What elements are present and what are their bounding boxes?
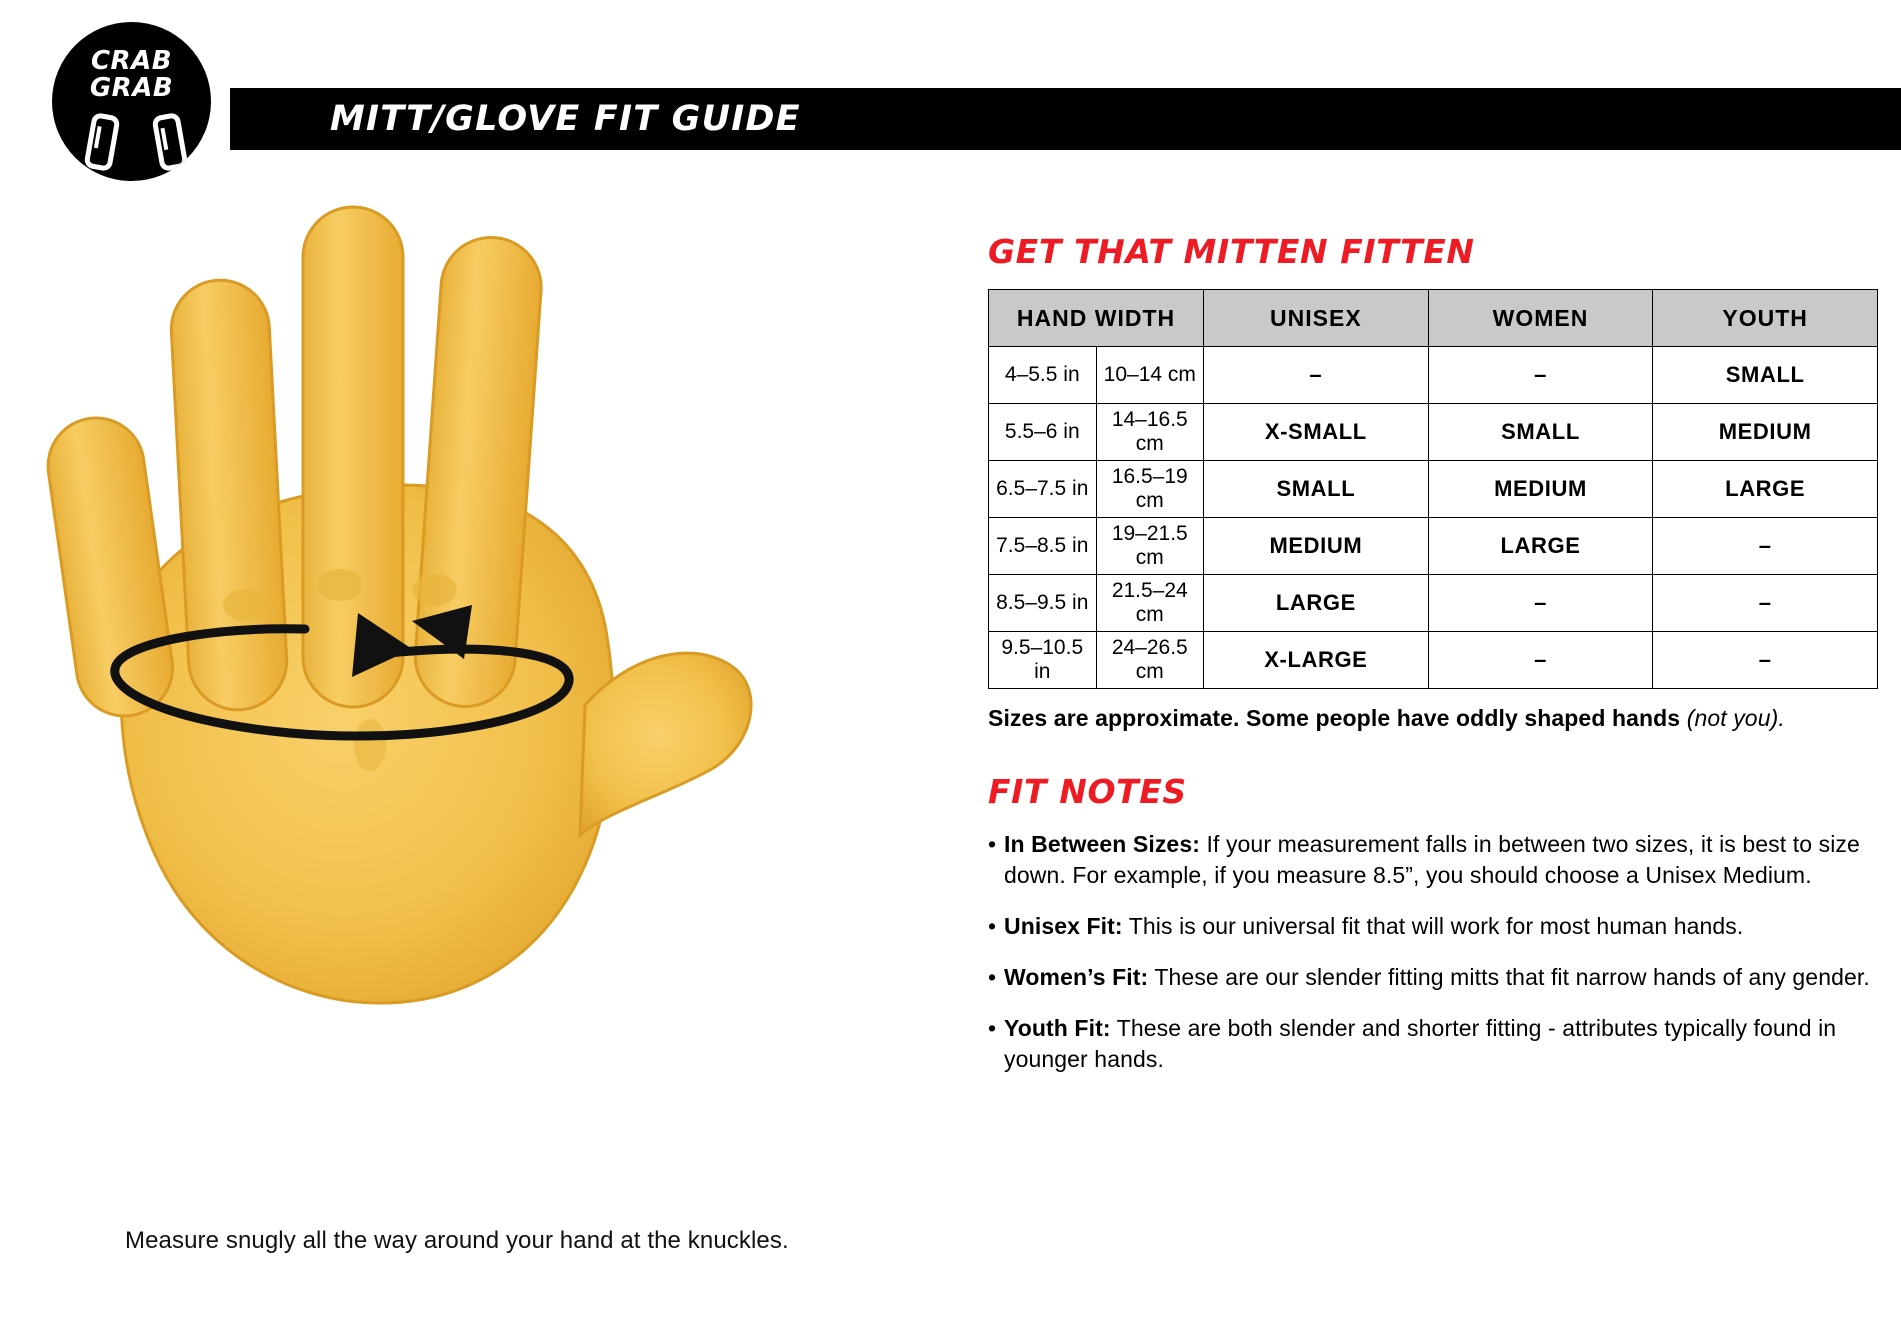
cell-youth: LARGE bbox=[1653, 461, 1878, 518]
size-chart-table bbox=[988, 289, 1878, 689]
fit-note-text: These are our slender fitting mitts that fit narrow hands of any gender. bbox=[1148, 964, 1870, 990]
cell-unisex: X-SMALL bbox=[1204, 404, 1429, 461]
cell-cm: 21.5–24 cm bbox=[1096, 575, 1204, 632]
cell-women: – bbox=[1428, 347, 1653, 404]
knuckle-dimple bbox=[413, 574, 457, 606]
table-row bbox=[989, 404, 1878, 461]
cell-inches: 6.5–7.5 in bbox=[989, 461, 1097, 518]
sizing-section-title: GET THAT MITTEN FITTEN bbox=[988, 232, 1475, 271]
cell-youth: – bbox=[1653, 632, 1878, 689]
finger-pinky bbox=[42, 412, 179, 722]
cell-youth: SMALL bbox=[1653, 347, 1878, 404]
fit-note-text: If your measurement falls in between two sizes, it is best to size down. For example, if you measure 8.5”, you should choose a Unisex Medium. bbox=[1004, 831, 1860, 888]
cell-inches: 5.5–6 in bbox=[989, 404, 1097, 461]
cell-women: SMALL bbox=[1428, 404, 1653, 461]
cell-women: MEDIUM bbox=[1428, 461, 1653, 518]
fit-notes-title: FIT NOTES bbox=[988, 772, 1187, 811]
list-item bbox=[988, 962, 1878, 993]
cell-women: LARGE bbox=[1428, 518, 1653, 575]
table-row bbox=[989, 461, 1878, 518]
cell-cm: 24–26.5 cm bbox=[1096, 632, 1204, 689]
list-item bbox=[988, 911, 1878, 942]
cell-women: – bbox=[1428, 632, 1653, 689]
cell-inches: 9.5–10.5 in bbox=[989, 632, 1097, 689]
fit-note-text: These are both slender and shorter fitting - attributes typically found in younger hands. bbox=[1004, 1015, 1837, 1072]
fit-note-label: In Between Sizes: bbox=[1004, 831, 1200, 857]
knuckle-dimple bbox=[318, 569, 362, 601]
cell-inches: 8.5–9.5 in bbox=[989, 575, 1097, 632]
hand-illustration bbox=[40, 185, 780, 1015]
sizing-approximate-note bbox=[988, 705, 1878, 732]
cell-youth: MEDIUM bbox=[1653, 404, 1878, 461]
sizing-note-italic: (not you). bbox=[1686, 705, 1785, 731]
cell-inches: 4–5.5 in bbox=[989, 347, 1097, 404]
column-header-unisex: UNISEX bbox=[1204, 290, 1429, 347]
table-row bbox=[989, 518, 1878, 575]
cell-unisex: – bbox=[1204, 347, 1429, 404]
fit-note-label: Unisex Fit: bbox=[1004, 913, 1123, 939]
cell-women: – bbox=[1428, 575, 1653, 632]
sizing-note-main: Sizes are approximate. Some people have oddly shaped hands bbox=[988, 705, 1687, 731]
fit-note-label: Women’s Fit: bbox=[1004, 964, 1149, 990]
finger-middle bbox=[303, 207, 403, 707]
cell-unisex: X-LARGE bbox=[1204, 632, 1429, 689]
palm-crease bbox=[354, 719, 386, 771]
cell-unisex: SMALL bbox=[1204, 461, 1429, 518]
crab-claw-icon bbox=[151, 112, 188, 172]
cell-cm: 19–21.5 cm bbox=[1096, 518, 1204, 575]
table-row bbox=[989, 575, 1878, 632]
table-row bbox=[989, 347, 1878, 404]
header-bar bbox=[230, 88, 1901, 150]
brand-logo-line1: CRAB bbox=[90, 46, 173, 76]
list-item bbox=[988, 829, 1878, 891]
column-header-women: WOMEN bbox=[1428, 290, 1653, 347]
column-header-hand-width: HAND WIDTH bbox=[989, 290, 1204, 347]
fit-guide-content bbox=[988, 232, 1878, 1095]
cell-inches: 7.5–8.5 in bbox=[989, 518, 1097, 575]
cell-unisex: LARGE bbox=[1204, 575, 1429, 632]
list-item bbox=[988, 1013, 1878, 1075]
finger-ring bbox=[169, 278, 289, 713]
brand-logo-line2: GRAB bbox=[89, 73, 174, 103]
knuckle-dimple bbox=[223, 589, 267, 621]
column-header-youth: YOUTH bbox=[1653, 290, 1878, 347]
cell-cm: 10–14 cm bbox=[1096, 347, 1204, 404]
fit-notes-list bbox=[988, 829, 1878, 1075]
cell-cm: 16.5–19 cm bbox=[1096, 461, 1204, 518]
fit-note-label: Youth Fit: bbox=[1004, 1015, 1111, 1041]
brand-logo bbox=[52, 22, 211, 181]
table-row bbox=[989, 632, 1878, 689]
crab-claw-icon bbox=[83, 112, 120, 172]
cell-youth: – bbox=[1653, 575, 1878, 632]
cell-youth: – bbox=[1653, 518, 1878, 575]
cell-cm: 14–16.5 cm bbox=[1096, 404, 1204, 461]
hand-illustration-caption: Measure snugly all the way around your hand at the knuckles. bbox=[125, 1227, 789, 1254]
brand-logo-text bbox=[52, 48, 211, 102]
page-title: MITT/GLOVE FIT GUIDE bbox=[330, 99, 801, 139]
fit-note-text: This is our universal fit that will work for most human hands. bbox=[1122, 913, 1744, 939]
table-header-row bbox=[989, 290, 1878, 347]
cell-unisex: MEDIUM bbox=[1204, 518, 1429, 575]
